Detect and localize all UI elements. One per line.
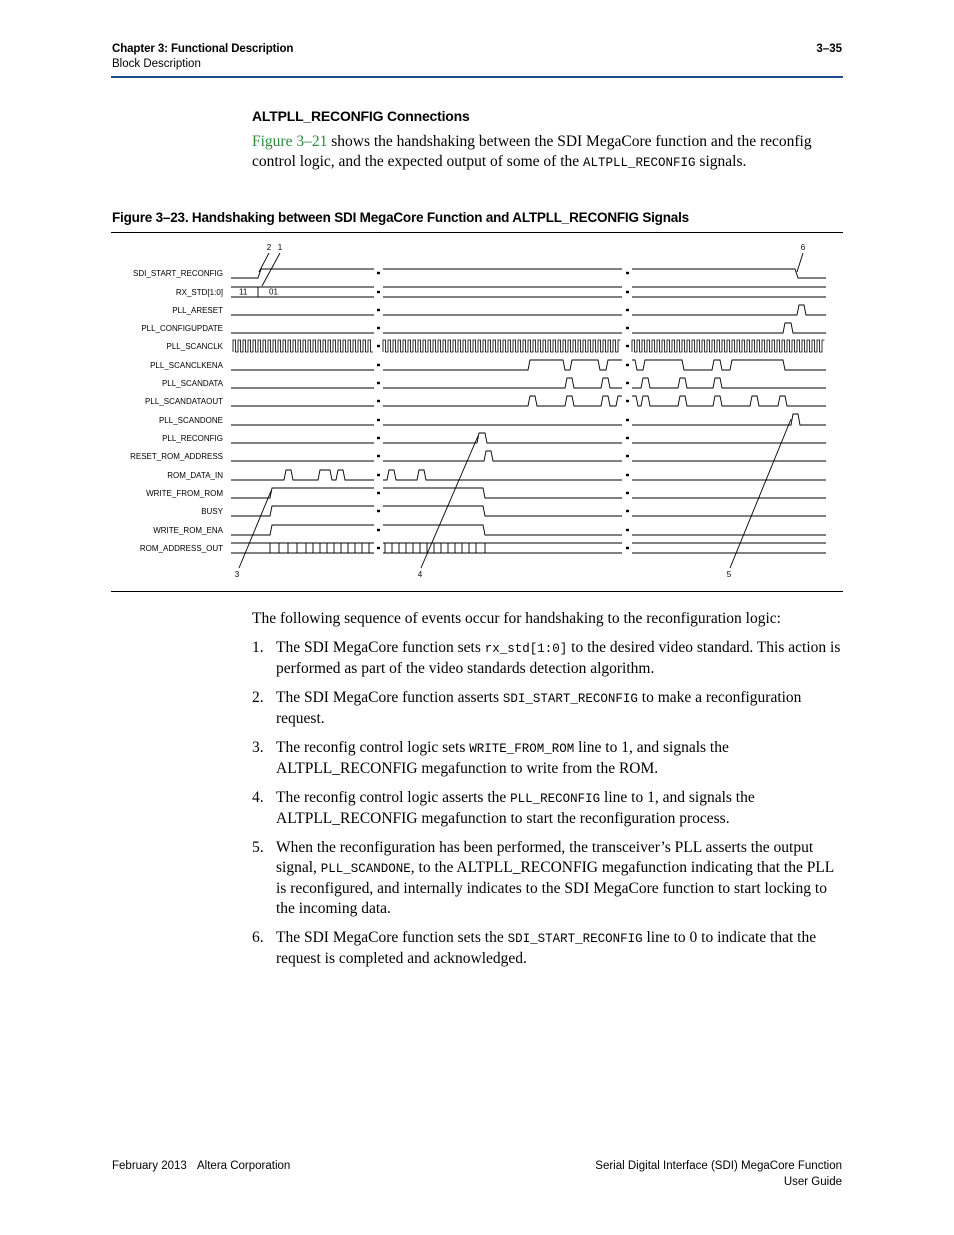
break-marker [626,492,629,494]
intro-code: ALTPLL_RECONFIG [583,156,696,170]
waveform-pll-areset [231,305,826,315]
break-marker [377,327,380,329]
signal-label: WRITE_FROM_ROM [146,489,223,498]
steps-list [252,638,844,978]
break-marker [626,382,629,384]
step-text: line to 1, and signals the ALTPLL_RECONFIG megafunction to start the reconfiguration process. [276,789,755,827]
footer-title: Serial Digital Interface (SDI) MegaCore Function [595,1160,842,1172]
waveform-rx-std [231,287,826,297]
signal-label: BUSY [201,507,223,516]
signal-label: PLL_SCANDATA [161,379,223,388]
step-code: SDI_START_RECONFIG [507,932,643,946]
break-marker [377,309,380,311]
step-code: WRITE_FROM_ROM [469,742,575,756]
break-marker [377,437,380,439]
header-section: Block Description [112,58,201,70]
step-text: When the reconfiguration has been performed, the transceiver’s PLL asserts the output signal, [276,839,814,876]
section-heading: ALTPLL_RECONFIG Connections [252,108,470,124]
break-marker [377,547,380,549]
signal-waveforms [231,269,826,553]
list-item [252,688,844,729]
footer-company: Altera Corporation [197,1160,291,1172]
break-marker [377,400,380,402]
break-marker [626,272,629,274]
break-marker [377,419,380,421]
break-marker [626,437,629,439]
break-marker [626,364,629,366]
break-marker [377,272,380,274]
signal-label: PLL_RECONFIG [162,434,223,443]
callouts [235,243,806,579]
waveform-rom-data-in [231,470,826,480]
figure-caption: Figure 3–23. Handshaking between SDI MegaCore Function and ALTPLL_RECONFIG Signals [112,210,689,225]
break-marker [377,345,380,347]
list-item [252,788,844,829]
signal-label: PLL_CONFIGUPDATE [141,324,223,333]
break-marker [626,327,629,329]
list-item [252,638,844,679]
step-number: 5. [252,839,264,856]
signal-label: RESET_ROM_ADDRESS [130,452,223,461]
break-marker [626,419,629,421]
callout-number: 4 [417,570,423,579]
break-marker [626,474,629,476]
sequence-lead: The following sequence of events occur for handshaking to the reconfiguration logic: [252,610,781,627]
waveform-pll-scandataout [231,396,826,406]
step-text: , to the ALTPLL_RECONFIG megafunction indicating that the PLL is reconfigured, and internally indicates to the SDI MegaCore function to start locking to the incoming data. [276,859,834,917]
signal-label: ROM_ADDRESS_OUT [139,544,223,553]
signal-label: RX_STD[1:0] [175,288,223,297]
signal-label: SDI_START_RECONFIG [133,269,223,278]
callout-number: 6 [800,243,806,252]
break-marker [626,309,629,311]
waveform-pll-scanclk [632,340,825,352]
waveform-reset-rom-address [231,451,826,461]
break-marker [377,492,380,494]
rx-std-value: 01 [269,287,278,297]
signal-labels [130,269,224,553]
break-marker [377,455,380,457]
break-marker [626,510,629,512]
step-code: SDI_START_RECONFIG [502,692,638,706]
break-marker [626,291,629,293]
intro-text-1: shows the handshaking between the SDI MegaCore function and the reconfig control logic, and the expected output of some of the [252,133,812,170]
waveform-pll-scandata [231,378,826,388]
callout-leader-lines [239,253,803,568]
break-marker [626,345,629,347]
figure-link[interactable]: Figure 3–21 [252,133,328,150]
break-marker [377,364,380,366]
waveform-pll-scanclk [233,340,373,352]
time-break-markers [377,272,629,549]
waveform-busy [231,506,826,516]
step-number: 1. [252,639,264,656]
callout-number: 5 [726,570,732,579]
waveform-pll-reconfig [231,433,826,443]
step-text: to make a reconfiguration request. [276,689,802,727]
callout-number: 2 [266,243,272,252]
list-item [252,738,844,779]
break-marker [626,400,629,402]
step-code: rx_std[1:0] [484,642,568,656]
break-marker [626,529,629,531]
break-marker [377,529,380,531]
break-marker [377,510,380,512]
signal-label: WRITE_ROM_ENA [153,526,223,535]
waveform-write-rom-ena [231,525,826,535]
step-text: The reconfig control logic asserts the [276,789,511,806]
waveform-sdi-start-reconfig [231,269,826,278]
break-marker [626,455,629,457]
step-text: The SDI MegaCore function sets the [276,929,508,946]
step-text: to the desired video standard. This action is performed as part of the video standards detection algorithm. [276,639,841,677]
intro-text-2: signals. [695,153,747,170]
header-page-number: 3–35 [816,43,842,55]
waveform-write-from-rom [231,488,826,498]
break-marker [377,382,380,384]
break-marker [377,291,380,293]
signal-label: PLL_SCANCLKENA [150,361,223,370]
footer-subtitle: User Guide [783,1176,842,1188]
waveform-pll-scandone [231,414,826,425]
signal-label: PLL_SCANCLK [166,342,223,351]
step-text: line to 1, and signals the ALTPLL_RECONFIG megafunction to write from the ROM. [276,739,729,777]
header-chapter: Chapter 3: Functional Description [112,43,294,55]
step-code: PLL_RECONFIG [510,792,601,806]
step-number: 6. [252,929,264,946]
waveform-pll-scanclkena [231,360,826,370]
callout-number: 1 [277,243,283,252]
footer-date: February 2013 [112,1160,187,1172]
rx-std-value: 11 [239,287,248,297]
step-text: The SDI MegaCore function sets [276,639,485,656]
list-item [252,838,844,919]
break-marker [377,474,380,476]
step-text: The SDI MegaCore function asserts [276,689,503,706]
step-number: 2. [252,689,264,706]
signal-label: PLL_ARESET [172,306,223,315]
break-marker [626,547,629,549]
waveform-pll-scanclk [383,340,621,352]
signal-label: PLL_SCANDONE [158,416,223,425]
list-item [252,928,844,969]
signal-label: PLL_SCANDATAOUT [145,397,223,406]
step-text: line to 0 to indicate that the request is completed and acknowledged. [276,929,817,967]
step-text: The reconfig control logic sets [276,739,470,756]
callout-number: 3 [234,570,240,579]
signal-label: ROM_DATA_IN [167,471,223,480]
waveform-pll-configupdate [231,323,826,333]
step-number: 4. [252,789,264,806]
step-code: PLL_SCANDONE [320,862,411,876]
step-number: 3. [252,739,264,756]
